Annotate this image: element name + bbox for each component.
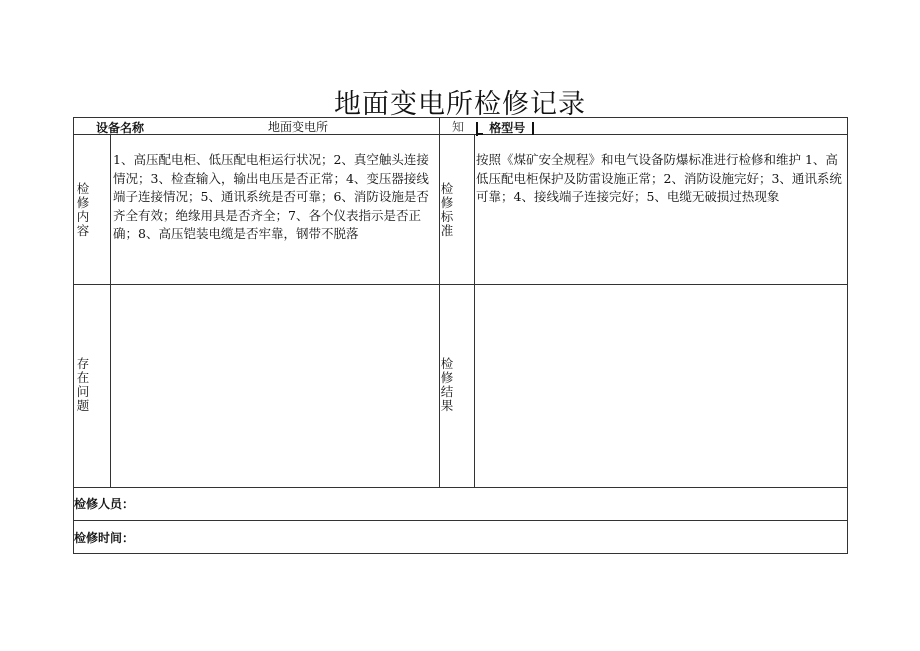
maintenance-result-label: 检 修 结 果 (440, 356, 454, 413)
maintenance-content-text: 1、高压配电柜、低压配电柜运行状况；2、真空触头连接情况；3、检查输入，输出电压是否正常；4、变压器接线端子连接情况；5、通讯系统是否可靠；6、消防设施是否齐全有效；绝缘用具是否齐全；7、各个仪表指示是否正确；8、高压铠装电缆是否牢靠，钢带不脱落 (113, 152, 429, 241)
col-divider-right-label (474, 134, 475, 487)
model-field (476, 119, 534, 138)
row-divider-content (74, 284, 847, 285)
row-divider-personnel (74, 520, 847, 521)
existing-problems-field[interactable] (113, 290, 437, 480)
page-title: 地面变电所检修记录 (334, 89, 586, 120)
maintenance-personnel-label: 检修人员： (74, 497, 135, 511)
maintenance-standard-label: 检 修 标 准 (440, 181, 454, 238)
col-divider-middle (439, 118, 440, 487)
maintenance-time-label: 检修时间： (74, 531, 135, 545)
device-name-label: 设备名称 (96, 121, 145, 135)
maintenance-standard-text: 按照《煤矿安全规程》和电气设备防爆标准进行检修和维护 1、高低压配电柜保护及防雷设施正常；2、消防设施完好；3、通讯系统可靠；4、接线端子连接完好；5、电缆无破损过热现象 (476, 152, 842, 204)
model-label: 格型号 (489, 121, 526, 135)
maintenance-result-field[interactable] (476, 290, 844, 480)
maintenance-content-label: 检 修 内 容 (76, 181, 90, 238)
bracket-foot-mark (478, 133, 483, 135)
device-name-value: 地面变电所 (268, 120, 329, 134)
maintenance-record-table (73, 117, 848, 554)
existing-problems-label: 存 在 问 题 (76, 356, 90, 413)
col-divider-left-label (110, 134, 111, 487)
row-divider-problems (74, 487, 847, 488)
right-bracket-mark (532, 122, 534, 135)
header-stray-char: 知 (452, 120, 465, 134)
